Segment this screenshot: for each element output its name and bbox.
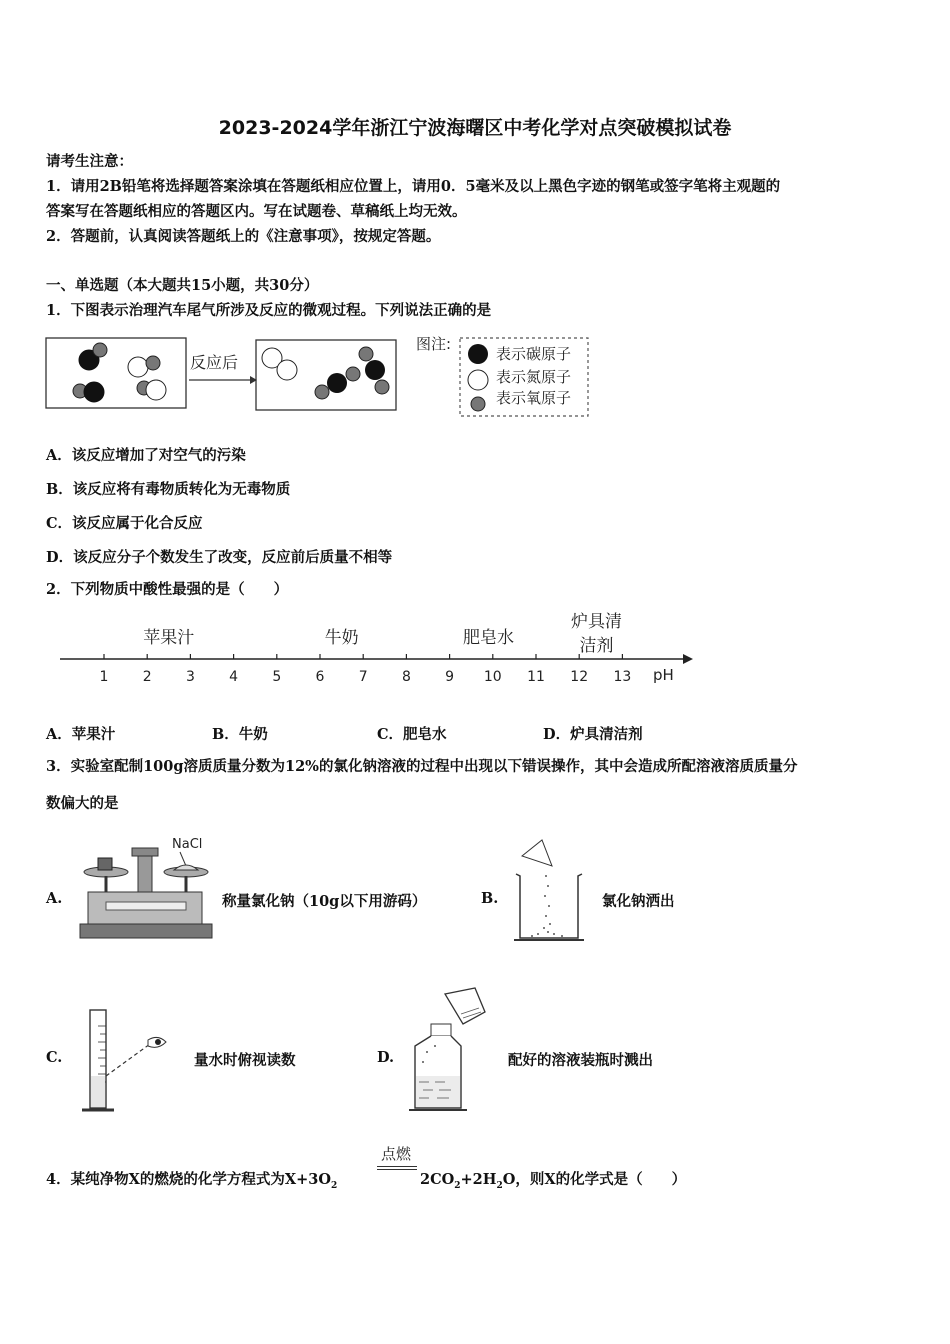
ph-tick-label: 3 xyxy=(185,669,195,685)
q4-stem-a: 4．某纯净物X的燃烧的化学方程式为X+3O xyxy=(46,1171,331,1188)
q3-option-d-letter[interactable]: D. xyxy=(377,1049,395,1066)
ph-tick-label: 1 xyxy=(99,669,109,685)
q1-stem: 1．下图表示治理汽车尾气所涉及反应的微观过程。下列说法正确的是 xyxy=(46,302,492,319)
q4-reaction-condition: 点燃 xyxy=(381,1145,412,1163)
notice-line-1: 1．请用2B铅笔将选择题答案涂填在答题纸相应位置上，请用0．5毫米及以上黑色字迹的钢笔或签字笔将主观题的 xyxy=(46,178,781,195)
beaker-spill-illustration xyxy=(508,836,588,946)
ph-tick-label: 8 xyxy=(401,669,411,685)
ph-tick-label: 12 xyxy=(570,669,589,685)
q1-option-d[interactable]: D．该反应分子个数发生了改变，反应前后质量不相等 xyxy=(46,549,393,566)
ph-substance-label: 肥皂水 xyxy=(462,628,514,648)
q4-stem-b: 2CO xyxy=(420,1171,455,1188)
before-box xyxy=(46,338,186,408)
legend-nitrogen: 表示氮原子 xyxy=(496,368,572,386)
q4-sub-3: 2 xyxy=(496,1180,503,1191)
ph-tick-label: 10 xyxy=(483,669,502,685)
cylinder-illustration xyxy=(78,1006,178,1116)
q3-option-d-text: 配好的溶液装瓶时溅出 xyxy=(508,1052,653,1069)
q1-option-c[interactable]: C．该反应属于化合反应 xyxy=(46,515,203,532)
ph-tick-label: 2 xyxy=(142,669,152,685)
notice-line-2: 2．答题前，认真阅读答题纸上的《注意事项》，按规定答题。 xyxy=(46,228,441,245)
ph-substance-label: 苹果汁 xyxy=(143,628,195,648)
q1-option-a[interactable]: A．该反应增加了对空气的污染 xyxy=(46,447,246,464)
q4-sub-1: 2 xyxy=(330,1180,338,1191)
ph-tick-label: 4 xyxy=(229,669,239,685)
q1-molecule-diagram xyxy=(44,332,594,422)
q2-option-b[interactable]: B．牛奶 xyxy=(212,726,268,743)
q2-option-c[interactable]: C．肥皂水 xyxy=(377,726,447,743)
q4-stem xyxy=(46,1170,337,1196)
legend-title: 图注: xyxy=(416,335,452,353)
page-title: 2023-2024学年浙江宁波海曙区中考化学对点突破模拟试卷 xyxy=(218,117,732,139)
ph-substance-label: 炉具清 xyxy=(570,612,622,632)
bottle-pour-illustration xyxy=(405,984,495,1116)
q3-option-c-letter[interactable]: C. xyxy=(46,1049,63,1066)
ph-substance-label: 牛奶 xyxy=(324,628,359,648)
ph-axis-label: pH xyxy=(653,666,674,684)
q2-option-d[interactable]: D．炉具清洁剂 xyxy=(543,726,643,743)
ph-tick-label: 5 xyxy=(272,669,282,685)
q3-option-a-text: 称量氯化钠（10g以下用游码） xyxy=(222,893,427,910)
q2-option-a[interactable]: A．苹果汁 xyxy=(46,726,116,743)
balance-illustration xyxy=(76,832,216,942)
ph-scale-diagram xyxy=(55,605,705,690)
section-heading: 一、单选题（本大题共15小题，共30分） xyxy=(46,277,319,294)
ph-tick-label: 6 xyxy=(315,669,325,685)
q4-sub-2: 2 xyxy=(454,1180,461,1191)
q3-stem-line2: 数偏大的是 xyxy=(46,795,119,812)
legend-oxygen: 表示氧原子 xyxy=(496,389,572,407)
q3-option-b-text: 氯化钠洒出 xyxy=(602,893,675,910)
notice-line-1b: 答案写在答题纸相应的答题区内。写在试题卷、草稿纸上均无效。 xyxy=(46,203,467,220)
ph-tick-label: 13 xyxy=(613,669,632,685)
q4-stem-rest xyxy=(420,1170,686,1196)
q4-stem-c: +2H xyxy=(460,1171,497,1188)
q3-option-b-letter[interactable]: B. xyxy=(481,890,499,907)
q3-option-c-text: 量水时俯视读数 xyxy=(194,1052,296,1069)
ph-tick-label: 7 xyxy=(358,669,368,685)
q4-stem-d: O，则X的化学式是（ ） xyxy=(502,1171,687,1188)
q3-option-a-letter[interactable]: A. xyxy=(46,890,63,907)
legend-carbon: 表示碳原子 xyxy=(496,345,572,363)
ph-substance-label-line2: 洁剂 xyxy=(579,636,614,656)
arrow-label: 反应后 xyxy=(190,353,239,372)
ph-tick-label: 11 xyxy=(527,669,545,685)
q3-stem-line1: 3．实验室配制100g溶质质量分数为12%的氯化钠溶液的过程中出现以下错误操作，其中会造成所配溶液溶质质量分 xyxy=(46,758,798,775)
ph-axis-arrow xyxy=(683,654,693,664)
nacl-label: NaCl xyxy=(172,837,203,852)
ph-tick-label: 9 xyxy=(445,669,455,685)
q1-option-b[interactable]: B．该反应将有毒物质转化为无毒物质 xyxy=(46,481,291,498)
q2-stem: 2．下列物质中酸性最强的是（ ） xyxy=(46,581,289,598)
notice-heading: 请考生注意： xyxy=(46,153,133,170)
q4-equation-line xyxy=(377,1166,417,1170)
